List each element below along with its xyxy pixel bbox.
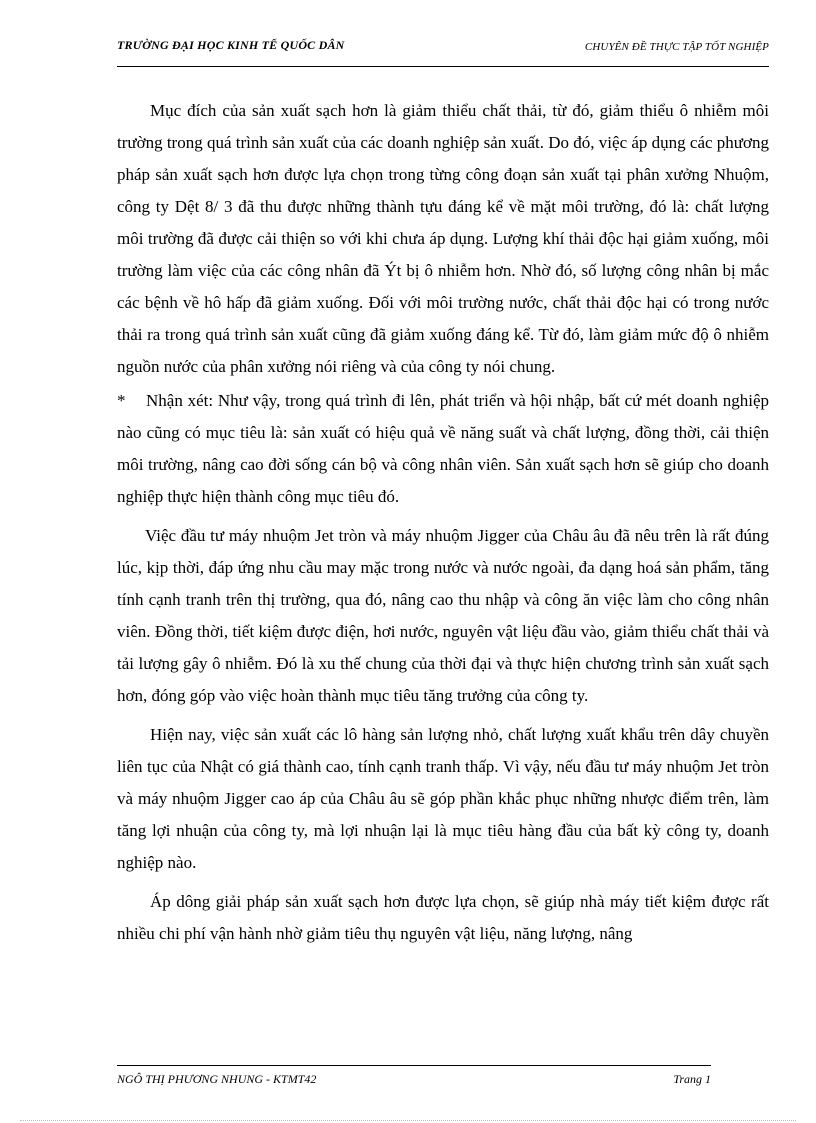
page-header [117,36,769,67]
page-boundary-divider [20,1120,796,1121]
footer-author: NGÔ THỊ PHƯƠNG NHUNG - KTMT42 [117,1072,317,1086]
paragraph-3: Việc đầu tư máy nhuộm Jet tròn và máy nhuộm Jigger của Châu âu đã nêu trên là rất đúng lúc, kịp thời, đáp ứng nhu cầu may mặc trong nước và nước ngoài, đa dạng hoá sản phẩm, tăng tính cạnh tranh trên thị trường, qua đó, nâng cao thu nhập và công ăn việc làm cho công nhân viên. Đồng thời, tiết kiệm được điện, hơi nước, nguyên vật liệu đầu vào, giảm thiểu chất thải và tải lượng gây ô nhiễm. Đó là xu thế chung của thời đại và thực hiện chương trình sản xuất sạch hơn, đóng góp vào việc hoàn thành mục tiêu tăng trưởng của công ty. [117,526,769,705]
document-body [117,95,769,950]
remark-text: Nhận xét: Như vậy, trong quá trình đi lên, phát triển và hội nhập, bất cứ mét doanh nghiệp nào cũng có mục tiêu là: sản xuất có hiệu quả về năng suất và chất lượng, đồng thời, cải thiện môi trường, nâng cao đời sống cán bộ và công nhân viên. Sản xuất sạch hơn sẽ giúp cho doanh nghiệp thực hiện thành công mục tiêu đó. [117,391,769,506]
paragraph-5: Áp dông giải pháp sản xuất sạch hơn được lựa chọn, sẽ giúp nhà máy tiết kiệm được rất nhiều chi phí vận hành nhờ giảm tiêu thụ nguyên vật liệu, năng lượng, nâng [117,892,769,943]
page-footer [117,1065,711,1094]
header-report-title: CHUYÊN ĐỀ THỰC TẬP TỐT NGHIỆP [584,41,769,53]
paragraph-2-remark [117,385,769,513]
paragraph-4: Hiện nay, việc sản xuất các lô hàng sản lượng nhỏ, chất lượng xuất khẩu trên dây chuyền liên tục của Nhật có giá thành cao, tính cạnh tranh thấp. Vì vậy, nếu đầu tư máy nhuộm Jet tròn và máy nhuộm Jigger cao áp của Châu âu sẽ góp phần khắc phục những nhược điểm trên, làm tăng lợi nhuận của công ty, mà lợi nhuận lại là mục tiêu hàng đầu của bất kỳ công ty, doanh nghiệp nào. [117,725,769,872]
header-university: TRƯỜNG ĐẠI HỌC KINH TẾ QUỐC DÂN [117,38,345,52]
bullet-asterisk: * [117,391,126,410]
page-number: Trang 1 [673,1072,711,1086]
paragraph-1: Mục đích của sản xuất sạch hơn là giảm thiểu chất thải, từ đó, giảm thiểu ô nhiễm môi trường trong quá trình sản xuất của các doanh nghiệp sản xuất. Do đó, việc áp dụng các phương pháp sản xuất sạch hơn được lựa chọn trong từng công đoạn sản xuất tại phân xưởng Nhuộm, công ty Dệt 8/ 3 đã thu được những thành tựu đáng kể về mặt môi trường, đó là: chất lượng môi trường đã được cải thiện so với khi chưa áp dụng. Lượng khí thải độc hại giảm xuống, môi trường làm việc của các công nhân đã Ýt bị ô nhiễm hơn. Nhờ đó, số lượng công nhân bị mắc các bệnh về hô hấp đã giảm xuống. Đối với môi trường nước, chất thải độc hại có trong nước thải ra trong quá trình sản xuất cũng đã giảm xuống đáng kể. Từ đó, làm giảm mức độ ô nhiễm nguồn nước của phân xưởng nói riêng và của công ty nói chung. [117,101,770,376]
